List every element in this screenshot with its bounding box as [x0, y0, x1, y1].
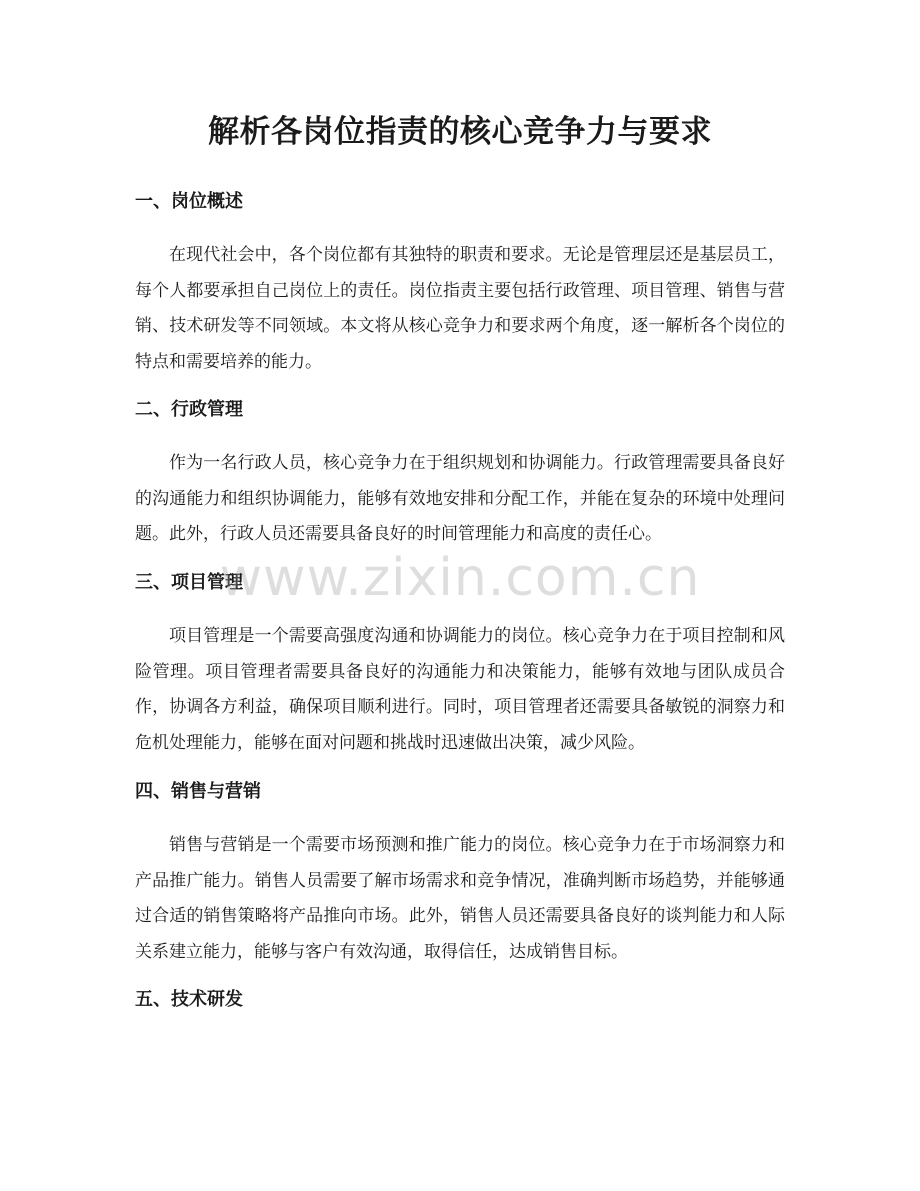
section-overview — [135, 188, 785, 380]
section-administration — [135, 396, 785, 553]
section-heading: 三、项目管理 — [135, 572, 243, 593]
watermark-text: www.zixin.com.cn — [219, 548, 701, 608]
section-heading: 二、行政管理 — [135, 399, 243, 420]
section-technical-rd — [135, 986, 785, 1014]
section-body: 销售与营销是一个需要市场预测和推广能力的岗位。核心竞争力在于市场洞察力和产品推广能力。销售人员需要了解市场需求和竞争情况，准确判断市场趋势，并能够通过合适的销售策略将产品推向市场。此外，销售人员还需要具备良好的谈判能力和人际关系建立能力，能够与客户有效沟通，取得信任，达成销售目标。 — [135, 835, 785, 962]
section-project-management — [135, 569, 785, 761]
section-sales-marketing — [135, 778, 785, 970]
section-heading: 一、岗位概述 — [135, 191, 243, 212]
section-heading: 五、技术研发 — [135, 989, 243, 1010]
section-body: 作为一名行政人员，核心竞争力在于组织规划和协调能力。行政管理需要具备良好的沟通能力和组织协调能力，能够有效地安排和分配工作，并能在复杂的环境中处理问题。此外，行政人员还需要具备良好的时间管理能力和高度的责任心。 — [135, 453, 785, 544]
section-body: 项目管理是一个需要高强度沟通和协调能力的岗位。核心竞争力在于项目控制和风险管理。项目管理者需要具备良好的沟通能力和决策能力，能够有效地与团队成员合作，协调各方利益，确保项目顺利进行。同时，项目管理者还需要具备敏锐的洞察力和危机处理能力，能够在面对问题和挑战时迅速做出决策，减少风险。 — [135, 626, 785, 753]
document-title: 解析各岗位指责的核心竞争力与要求 — [208, 114, 712, 150]
section-heading: 四、销售与营销 — [135, 781, 261, 802]
section-body: 在现代社会中，各个岗位都有其独特的职责和要求。无论是管理层还是基层员工，每个人都要承担自己岗位上的责任。岗位指责主要包括行政管理、项目管理、销售与营销、技术研发等不同领域。本文将从核心竞争力和要求两个角度，逐一解析各个岗位的特点和需要培养的能力。 — [135, 245, 785, 372]
